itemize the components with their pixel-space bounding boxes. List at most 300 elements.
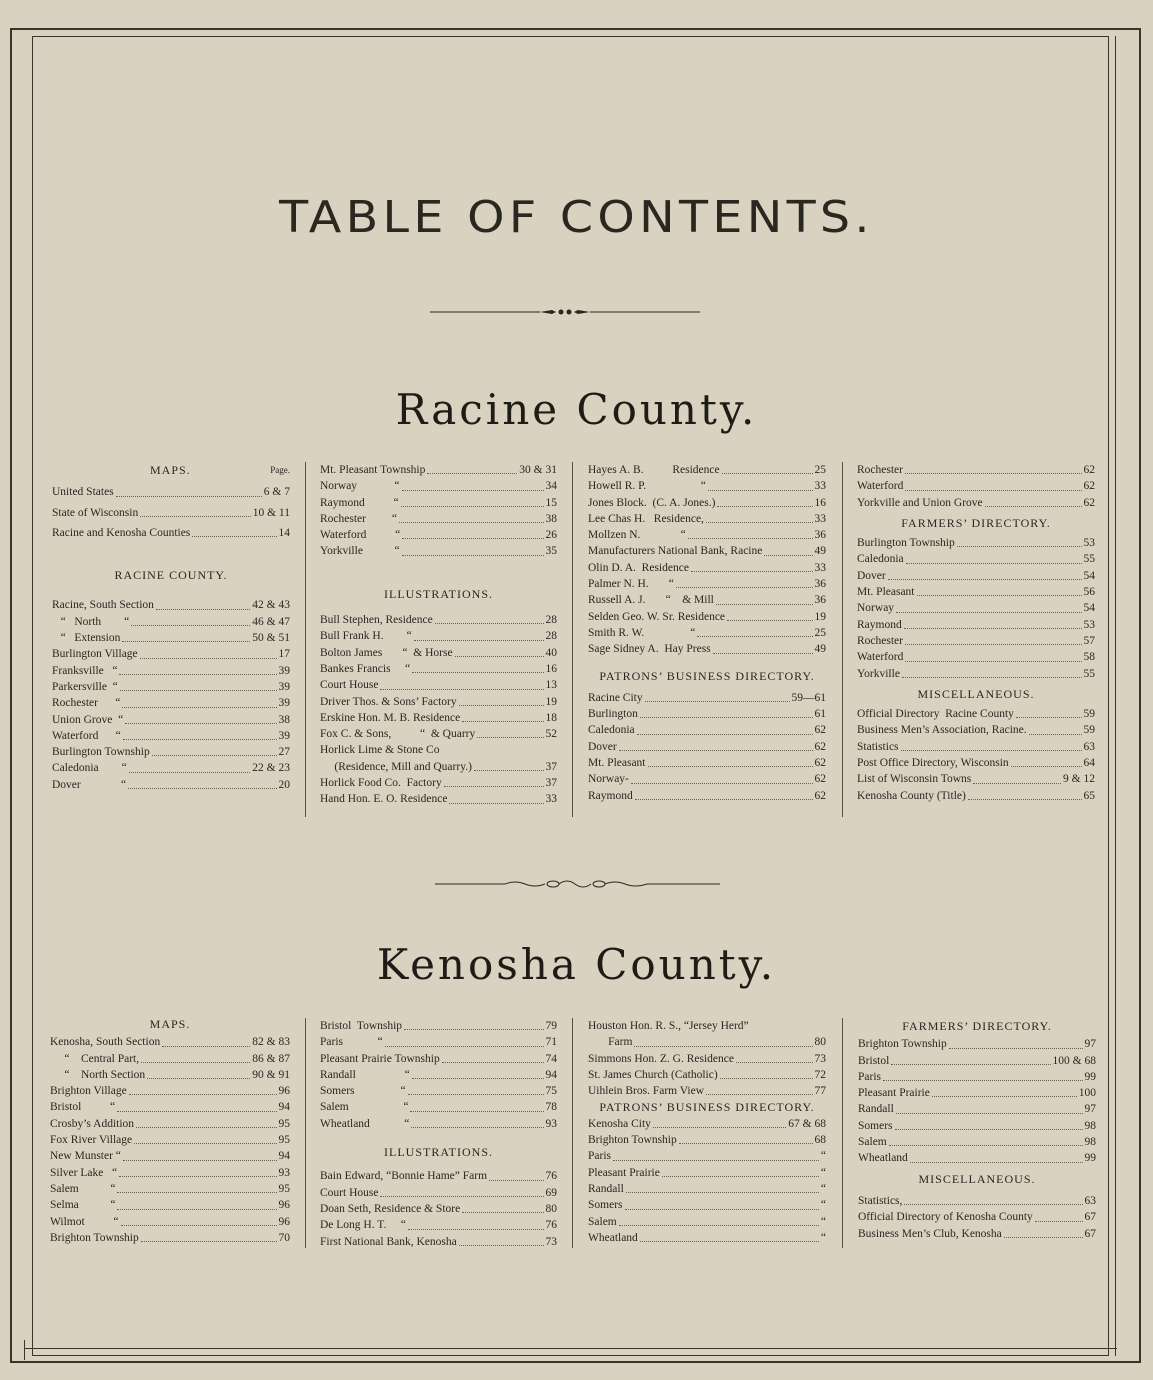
leader-dots (380, 688, 543, 690)
toc-entry-label: Crosby’s Addition (50, 1117, 135, 1130)
leader-dots (156, 608, 250, 610)
leader-dots (462, 720, 543, 722)
leader-dots (489, 1179, 543, 1181)
toc-entry-page: 10 & 11 (252, 506, 290, 519)
toc-entry-label: Burlington Township (857, 537, 955, 550)
toc-entry-page: 39 (278, 664, 290, 677)
toc-entry (858, 1085, 1096, 1101)
toc-entry-page: 63 (1083, 740, 1095, 753)
page-heading: Page. (270, 465, 290, 475)
toc-entry-page: 26 (545, 529, 557, 542)
toc-entry-label: (Residence, Mill and Quarry.) (320, 760, 472, 773)
toc-entry-page: 95 (278, 1117, 290, 1130)
leader-dots (676, 586, 813, 588)
toc-entry-label: Uihlein Bros. Farm View (588, 1085, 705, 1098)
toc-entry-page: 74 (545, 1052, 557, 1065)
toc-entry-page: 65 (1083, 789, 1095, 802)
toc-entry-label: Paris (588, 1150, 611, 1163)
toc-entry (50, 1099, 290, 1115)
toc-entry-page: 79 (545, 1020, 557, 1032)
toc-entry (52, 712, 290, 728)
toc-entry-page: 97 (1084, 1103, 1096, 1116)
toc-entry-page: “ (820, 1182, 826, 1195)
leader-dots (141, 1240, 277, 1242)
toc-entry (858, 1036, 1096, 1052)
column-divider (572, 462, 573, 817)
toc-entry (588, 641, 826, 657)
racine-column-1 (52, 462, 290, 793)
toc-entry-label: Jones Block. (C. A. Jones.) (588, 496, 716, 509)
toc-entry-page: 37 (545, 777, 557, 790)
toc-entry-page: 36 (814, 578, 826, 591)
leader-dots (449, 802, 543, 804)
leader-dots (635, 798, 813, 800)
toc-entry-label: Burlington Village (52, 648, 138, 661)
leader-dots (905, 660, 1081, 662)
toc-entry (588, 511, 826, 527)
toc-entry (857, 788, 1095, 804)
leader-dots (883, 1079, 1083, 1081)
toc-entry (858, 1226, 1096, 1242)
column-divider (305, 462, 306, 817)
toc-entry (588, 462, 826, 478)
leader-dots (119, 1175, 276, 1177)
leader-dots (625, 1208, 819, 1210)
toc-entry-page: 34 (545, 480, 557, 493)
leader-dots (162, 1045, 250, 1047)
toc-entry (588, 788, 826, 804)
toc-entry-label: Court House (320, 679, 379, 692)
toc-entry (320, 759, 557, 775)
leader-dots (462, 1211, 543, 1213)
leader-dots (125, 722, 276, 724)
toc-entry-page: 95 (278, 1182, 290, 1195)
toc-entry-page: 62 (814, 757, 826, 770)
toc-entry-page: 53 (1083, 537, 1095, 550)
toc-entry-label: State of Wisconsin (52, 506, 139, 519)
leader-dots (147, 1077, 250, 1079)
toc-entry-label: Pleasant Prairie (588, 1166, 660, 1179)
toc-entry-label: Racine, South Section (52, 599, 154, 612)
toc-entry (50, 1148, 290, 1164)
leader-dots (117, 1110, 276, 1112)
leader-dots (716, 603, 813, 605)
toc-entry-label: Mt. Pleasant Township (320, 464, 426, 476)
toc-entry-page: 39 (278, 697, 290, 710)
leader-dots (152, 754, 277, 756)
toc-entry-label: Burlington (588, 708, 638, 721)
leader-dots (697, 635, 812, 637)
toc-entry-page: 90 & 91 (252, 1068, 290, 1081)
toc-entry-label: Dover (588, 740, 617, 753)
toc-entry-page: 46 & 47 (252, 615, 290, 628)
toc-entry-label: Norway (857, 602, 895, 615)
toc-entry-label: Racine City (588, 691, 643, 704)
leader-dots (645, 700, 790, 702)
toc-entry-page: 93 (545, 1117, 557, 1130)
toc-entry-page: 73 (545, 1235, 557, 1248)
leader-dots (192, 535, 276, 537)
toc-entry-label: Wilmot “ (50, 1215, 119, 1228)
toc-entry-label: Kenosha City (588, 1117, 651, 1130)
toc-entry-label: Pleasant Prairie (858, 1087, 930, 1100)
toc-entry-page: 52 (545, 728, 557, 741)
toc-entry-page: 59 (1083, 724, 1095, 737)
toc-entry-page: 33 (814, 512, 826, 525)
toc-entry-label: Pleasant Prairie Township (320, 1052, 440, 1065)
toc-entry (320, 677, 557, 693)
toc-entry (588, 1148, 826, 1164)
toc-entry (857, 722, 1095, 738)
leader-dots (120, 689, 277, 691)
toc-entry (857, 617, 1095, 633)
toc-entry-label: Fox River Village (50, 1134, 133, 1147)
kenosha-column-1 (50, 1016, 290, 1246)
toc-entry-page: 94 (278, 1150, 290, 1163)
toc-entry-page: 94 (278, 1101, 290, 1114)
leader-dots (932, 1095, 1077, 1097)
toc-entry-page: 99 (1084, 1152, 1096, 1165)
toc-entry (320, 1067, 557, 1083)
section-heading: ILLUSTRATIONS. (384, 586, 493, 601)
toc-entry (588, 527, 826, 543)
leader-dots (917, 594, 1082, 596)
leader-dots (380, 1195, 543, 1197)
leader-dots (688, 537, 813, 539)
leader-dots (679, 1142, 813, 1144)
toc-entry-label: Randall (858, 1103, 894, 1116)
toc-entry-label: Driver Thos. & Sons’ Factory (320, 695, 457, 708)
toc-entry (50, 1067, 290, 1083)
toc-entry (320, 1168, 557, 1184)
toc-entry-page: “ (820, 1166, 826, 1179)
leader-dots (720, 1077, 813, 1079)
toc-entry (588, 625, 826, 641)
toc-entry (320, 694, 557, 710)
toc-entry-label: Wheatland (858, 1152, 908, 1165)
toc-entry (588, 1067, 826, 1083)
toc-entry-label: Bristol Township (320, 1020, 403, 1032)
toc-entry (857, 649, 1095, 665)
leader-dots (904, 627, 1082, 629)
toc-entry-page: 62 (814, 724, 826, 737)
leader-dots (905, 489, 1081, 491)
toc-entry (50, 1083, 290, 1099)
toc-entry (320, 661, 557, 677)
leader-dots (442, 1061, 544, 1063)
toc-entry-label: Yorkville and Union Grove (857, 496, 983, 509)
toc-entry (320, 612, 557, 628)
toc-entry-page: 77 (814, 1085, 826, 1098)
toc-entry (588, 609, 826, 625)
toc-entry (52, 744, 290, 760)
toc-entry-label: Racine and Kenosha Counties (52, 526, 191, 539)
toc-entry-page: 25 (814, 464, 826, 476)
toc-entry-page: 63 (1084, 1194, 1096, 1207)
toc-entry-label: Raymond “ (320, 496, 399, 509)
toc-entry-label: Salem (588, 1215, 617, 1228)
toc-entry-page: “ (820, 1231, 826, 1244)
toc-entry-label: Waterford “ (52, 729, 121, 742)
toc-entry-page: 86 & 87 (252, 1052, 290, 1065)
leader-dots (722, 472, 813, 474)
toc-entry-page: 37 (545, 760, 557, 773)
leader-dots (634, 1045, 812, 1047)
leader-dots (640, 1240, 819, 1242)
leader-dots (408, 1228, 544, 1230)
toc-entry (588, 755, 826, 771)
toc-entry-label: Selden Geo. W. Sr. Residence (588, 610, 726, 623)
toc-entry-page: 71 (545, 1036, 557, 1049)
toc-entry (588, 1034, 826, 1050)
toc-entry (858, 1150, 1096, 1166)
toc-entry-page: 96 (278, 1199, 290, 1212)
toc-entry (858, 1118, 1096, 1134)
toc-entry (50, 1051, 290, 1067)
toc-entry-label: Court House (320, 1186, 379, 1199)
toc-entry-label: Statistics (857, 740, 899, 753)
toc-entry-label: Bristol “ (50, 1101, 116, 1114)
toc-entry-label: Salem (858, 1136, 887, 1149)
toc-entry-page: 97 (1084, 1038, 1096, 1051)
toc-entry (320, 1099, 557, 1115)
toc-entry (320, 1034, 557, 1050)
toc-entry-label: Selma “ (50, 1199, 116, 1212)
toc-entry-label: Franksville “ (52, 664, 118, 677)
toc-entry-label: Paris “ (320, 1036, 383, 1049)
toc-entry (50, 1116, 290, 1132)
toc-entry-label: Norway “ (320, 480, 400, 493)
toc-entry-page: 95 (278, 1134, 290, 1147)
column-divider (572, 1018, 573, 1248)
leader-dots (116, 495, 262, 497)
toc-entry (320, 645, 557, 661)
toc-entry (588, 722, 826, 738)
leader-dots (140, 515, 251, 517)
toc-entry-page: 18 (545, 711, 557, 724)
toc-entry-page: 61 (814, 708, 826, 721)
toc-entry-page: 76 (545, 1170, 557, 1183)
leader-dots (648, 765, 813, 767)
toc-entry-page: 16 (545, 662, 557, 675)
toc-entry-page: 36 (814, 594, 826, 607)
leader-dots (402, 554, 544, 556)
kenosha-column-4 (858, 1018, 1096, 1242)
toc-entry-label: Yorkville “ (320, 545, 400, 558)
toc-entry-label: Parkersville “ (52, 680, 118, 693)
toc-entry-page: 57 (1083, 634, 1095, 647)
section-title-racine: Racine County. (395, 385, 758, 434)
toc-entry (50, 1165, 290, 1181)
toc-entry (52, 777, 290, 793)
toc-entry (50, 1181, 290, 1197)
toc-entry-page: 20 (278, 778, 290, 791)
leader-dots (1029, 733, 1082, 735)
toc-entry-label: “ North “ (52, 615, 130, 628)
toc-entry-label: Official Directory of Kenosha County (858, 1211, 1033, 1224)
toc-entry-page: “ (820, 1150, 826, 1163)
section-heading: PATRONS’ BUSINESS DIRECTORY. (599, 668, 815, 683)
toc-entry (857, 755, 1095, 771)
toc-entry (588, 495, 826, 511)
leader-dots (727, 619, 812, 621)
toc-entry-page: 28 (545, 614, 557, 627)
toc-entry-page: 100 (1078, 1087, 1096, 1100)
section-heading: MISCELLANEOUS. (918, 1171, 1036, 1186)
toc-entry-label: Lee Chas H. Residence, (588, 512, 704, 525)
leader-dots (119, 673, 276, 675)
toc-entry (857, 568, 1095, 584)
toc-entry (858, 1209, 1096, 1225)
page-title: TABLE OF CONTENTS. (279, 192, 874, 243)
leader-dots (613, 1159, 819, 1161)
leader-dots (889, 1144, 1083, 1146)
leader-dots (459, 1244, 544, 1246)
toc-entry-page: 38 (278, 713, 290, 726)
frame-rule (24, 1348, 1117, 1349)
toc-entry (588, 1018, 826, 1034)
toc-entry (50, 1230, 290, 1246)
toc-entry-page: 62 (1083, 480, 1095, 493)
toc-entry-page: 69 (545, 1186, 557, 1199)
toc-entry-label: Randall “ (320, 1068, 410, 1081)
toc-entry-page: 62 (1083, 464, 1095, 476)
toc-entry-page: 33 (814, 561, 826, 574)
leader-dots (411, 1126, 543, 1128)
kenosha-column-3 (588, 1018, 826, 1246)
leader-dots (131, 624, 250, 626)
leader-dots (706, 1093, 812, 1095)
toc-entry-label: Silver Lake “ (50, 1166, 118, 1179)
section-heading: FARMERS’ DIRECTORY. (901, 515, 1051, 530)
toc-entry (320, 726, 557, 742)
toc-entry (320, 628, 557, 644)
toc-entry (588, 560, 826, 576)
toc-entry-label: First National Bank, Kenosha (320, 1235, 457, 1248)
leader-dots (713, 652, 813, 654)
toc-entry-label: Caledonia (857, 553, 904, 566)
section-heading: MAPS. (149, 1017, 191, 1031)
toc-entry-label: Caledonia “ (52, 762, 127, 775)
column-divider (842, 1018, 843, 1248)
toc-entry (52, 614, 290, 630)
leader-dots (474, 769, 544, 771)
leader-dots (427, 472, 517, 474)
toc-entry-page: 76 (545, 1219, 557, 1232)
leader-dots (736, 1061, 813, 1063)
toc-entry (52, 525, 290, 541)
toc-entry-label: Caledonia (588, 724, 635, 737)
toc-entry-page: 62 (814, 773, 826, 786)
leader-dots (122, 706, 276, 708)
toc-entry-page: 40 (545, 646, 557, 659)
leader-dots (1004, 1236, 1083, 1238)
leader-dots (435, 622, 544, 624)
toc-entry (50, 1214, 290, 1230)
leader-dots (123, 738, 277, 740)
toc-entry-page: 67 & 68 (788, 1117, 826, 1130)
toc-entry-page: 67 (1084, 1227, 1096, 1240)
toc-entry (50, 1132, 290, 1148)
leader-dots (619, 749, 813, 751)
toc-entry-label: Norway- (588, 773, 629, 786)
leader-dots (901, 749, 1082, 751)
toc-entry (52, 630, 290, 646)
toc-entry (857, 771, 1095, 787)
toc-entry-label: Waterford “ (320, 529, 401, 542)
toc-entry (320, 495, 557, 511)
toc-entry-label: De Long H. T. “ (320, 1219, 406, 1232)
toc-entry-page: 78 (545, 1101, 557, 1114)
toc-entry-label: Bristol (858, 1054, 890, 1067)
toc-entry-label: Randall (588, 1182, 624, 1195)
toc-entry (588, 1132, 826, 1148)
toc-entry-page: 53 (1083, 618, 1095, 631)
toc-entry-label: Rochester “ (52, 697, 121, 710)
leader-dots (888, 578, 1082, 580)
leader-dots (902, 676, 1082, 678)
toc-entry-page: 98 (1084, 1136, 1096, 1149)
toc-entry (320, 775, 557, 791)
section-heading: PATRONS’ BUSINESS DIRECTORY. (599, 1100, 815, 1115)
toc-entry (320, 1116, 557, 1132)
toc-entry-label: Business Men’s Club, Kenosha (858, 1227, 1002, 1240)
toc-entry (52, 505, 290, 521)
toc-entry-label: Horlick Food Co. Factory (320, 777, 442, 790)
toc-entry-label: Mt. Pleasant (588, 757, 646, 770)
toc-entry-label: Dover “ (52, 778, 127, 791)
toc-entry-page: 58 (1083, 651, 1095, 664)
toc-entry-label: Burlington Township (52, 746, 150, 759)
leader-dots (708, 489, 813, 491)
toc-entry-label: “ Central Part, (50, 1052, 140, 1065)
toc-entry-page: 54 (1083, 569, 1095, 582)
toc-entry (588, 706, 826, 722)
toc-entry (858, 1193, 1096, 1209)
toc-entry-label: Somers (858, 1119, 893, 1132)
toc-entry-page: 50 & 51 (252, 632, 290, 645)
toc-entry-label: Rochester “ (320, 512, 397, 525)
leader-dots (136, 1126, 276, 1128)
racine-column-2 (320, 462, 557, 808)
leader-dots (412, 1077, 544, 1079)
leader-dots (896, 611, 1081, 613)
leader-dots (631, 782, 813, 784)
toc-entry (588, 1051, 826, 1067)
leader-dots (891, 1063, 1050, 1065)
toc-entry-label: Wheatland “ (320, 1117, 410, 1130)
toc-entry (588, 1181, 826, 1197)
toc-entry (320, 1234, 557, 1250)
toc-entry (320, 511, 557, 527)
toc-entry (588, 771, 826, 787)
toc-entry-page: 15 (545, 496, 557, 509)
toc-entry-page: 55 (1083, 667, 1095, 680)
toc-entry-page: 62 (814, 789, 826, 802)
leader-dots (123, 1159, 277, 1161)
toc-entry (857, 478, 1095, 494)
toc-entry-page: 80 (545, 1202, 557, 1215)
toc-entry-page: 94 (545, 1068, 557, 1081)
toc-entry-label: Waterford (857, 480, 904, 493)
leader-dots (662, 1175, 819, 1177)
toc-entry-page: 73 (814, 1052, 826, 1065)
toc-entry-label: Hayes A. B. Residence (588, 464, 720, 476)
toc-entry-page: 59—61 (791, 691, 826, 704)
toc-entry-page: 33 (814, 480, 826, 493)
toc-entry (50, 1197, 290, 1213)
toc-entry-label: Business Men’s Association, Racine. (857, 724, 1027, 737)
